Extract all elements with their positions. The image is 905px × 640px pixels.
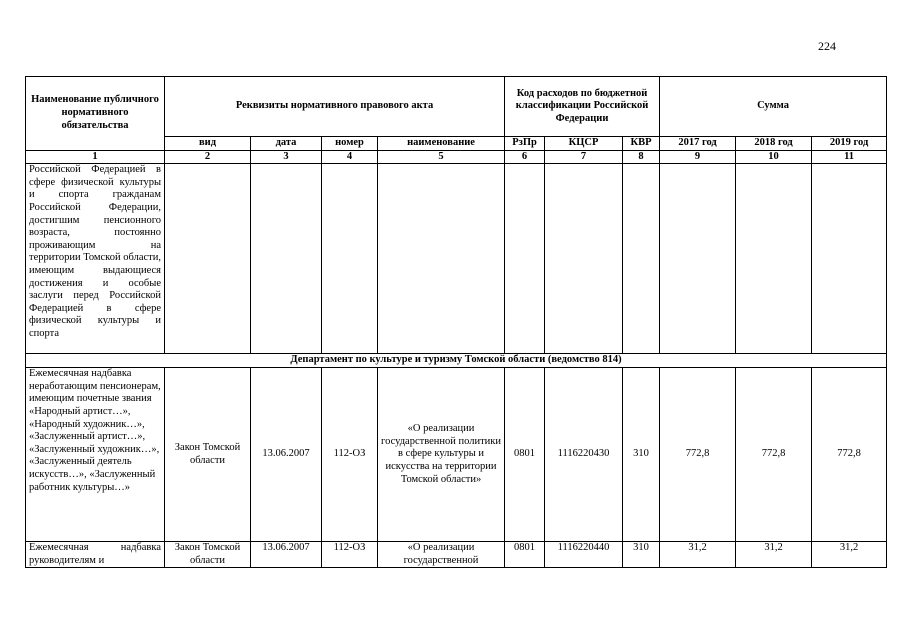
sum-2018: 31,2 [736,542,812,568]
act-number: 112-ОЗ [322,368,378,542]
sub-2017: 2017 год [660,137,736,151]
sub-kcsr: КЦСР [545,137,623,151]
sub-nomer: номер [322,137,378,151]
col-budget-code-header: Код расходов по бюджетной классификации Российской Федерации [505,77,660,137]
sum-2018: 772,8 [736,368,812,542]
kcsr-code: 1116220440 [545,542,623,568]
empty-cell [251,164,322,354]
sub-naimenovanie: наименование [378,137,505,151]
sum-2017: 772,8 [660,368,736,542]
col-number: 4 [322,150,378,164]
obligation-name: Ежемесячная надбавка руководителям и [26,542,165,568]
obligation-name: Российской Федерацией в сфере физической культуры и спорта гражданам Российской Федерации, достигшим пенсионного возраста, постоянно проживающим на территории Томской области, имеющим выдающиеся достижения и особые заслуги перед Российской Федерацией в сфере физической культуры и спорта [26,164,165,354]
sub-kvr: КВР [623,137,660,151]
page-number: 224 [818,39,836,53]
kvr-code: 310 [623,368,660,542]
col-number: 3 [251,150,322,164]
sum-2017: 31,2 [660,542,736,568]
table-row [26,542,887,568]
col-number: 6 [505,150,545,164]
rzpr-code: 0801 [505,368,545,542]
col-number: 7 [545,150,623,164]
obligations-table [25,76,887,568]
col-number: 2 [165,150,251,164]
empty-cell [812,164,887,354]
sum-2019: 772,8 [812,368,887,542]
empty-cell [322,164,378,354]
header-row [26,77,887,137]
kcsr-code: 1116220430 [545,368,623,542]
empty-cell [165,164,251,354]
empty-cell [660,164,736,354]
col-requisites-header: Реквизиты нормативного правового акта [165,77,505,137]
department-title: Департамент по культуре и туризму Томской области (ведомство 814) [26,354,887,368]
sub-data: дата [251,137,322,151]
obligation-name: Ежемесячная надбавка неработающим пенсионерам, имеющим почетные звания «Народный артист…», «Народный художник…», «Заслуженный артист…», «Заслуженный художник…», «Заслуженный деятель искусств…», «Заслуженный работник культуры…» [26,368,165,542]
act-title: «О реализации государственной [378,542,505,568]
column-numbers-row [26,150,887,164]
act-type: Закон Томской области [165,542,251,568]
kvr-code: 310 [623,542,660,568]
col-name-header: Наименование публичного нормативного обязательства [26,77,165,151]
col-number: 1 [26,150,165,164]
sum-2019: 31,2 [812,542,887,568]
empty-cell [505,164,545,354]
table-row [26,368,887,542]
sub-vid: вид [165,137,251,151]
col-sum-header: Сумма [660,77,887,137]
act-title: «О реализации государственной политики в сфере культуры и искусства на территории Томской области» [378,368,505,542]
act-date: 13.06.2007 [251,542,322,568]
act-type: Закон Томской области [165,368,251,542]
act-number: 112-ОЗ [322,542,378,568]
col-number: 10 [736,150,812,164]
col-number: 9 [660,150,736,164]
col-number: 11 [812,150,887,164]
empty-cell [736,164,812,354]
department-row [26,354,887,368]
table-row [26,164,887,354]
sub-rzpr: РзПр [505,137,545,151]
col-number: 5 [378,150,505,164]
empty-cell [545,164,623,354]
sub-2019: 2019 год [812,137,887,151]
empty-cell [623,164,660,354]
act-date: 13.06.2007 [251,368,322,542]
empty-cell [378,164,505,354]
rzpr-code: 0801 [505,542,545,568]
col-number: 8 [623,150,660,164]
sub-2018: 2018 год [736,137,812,151]
